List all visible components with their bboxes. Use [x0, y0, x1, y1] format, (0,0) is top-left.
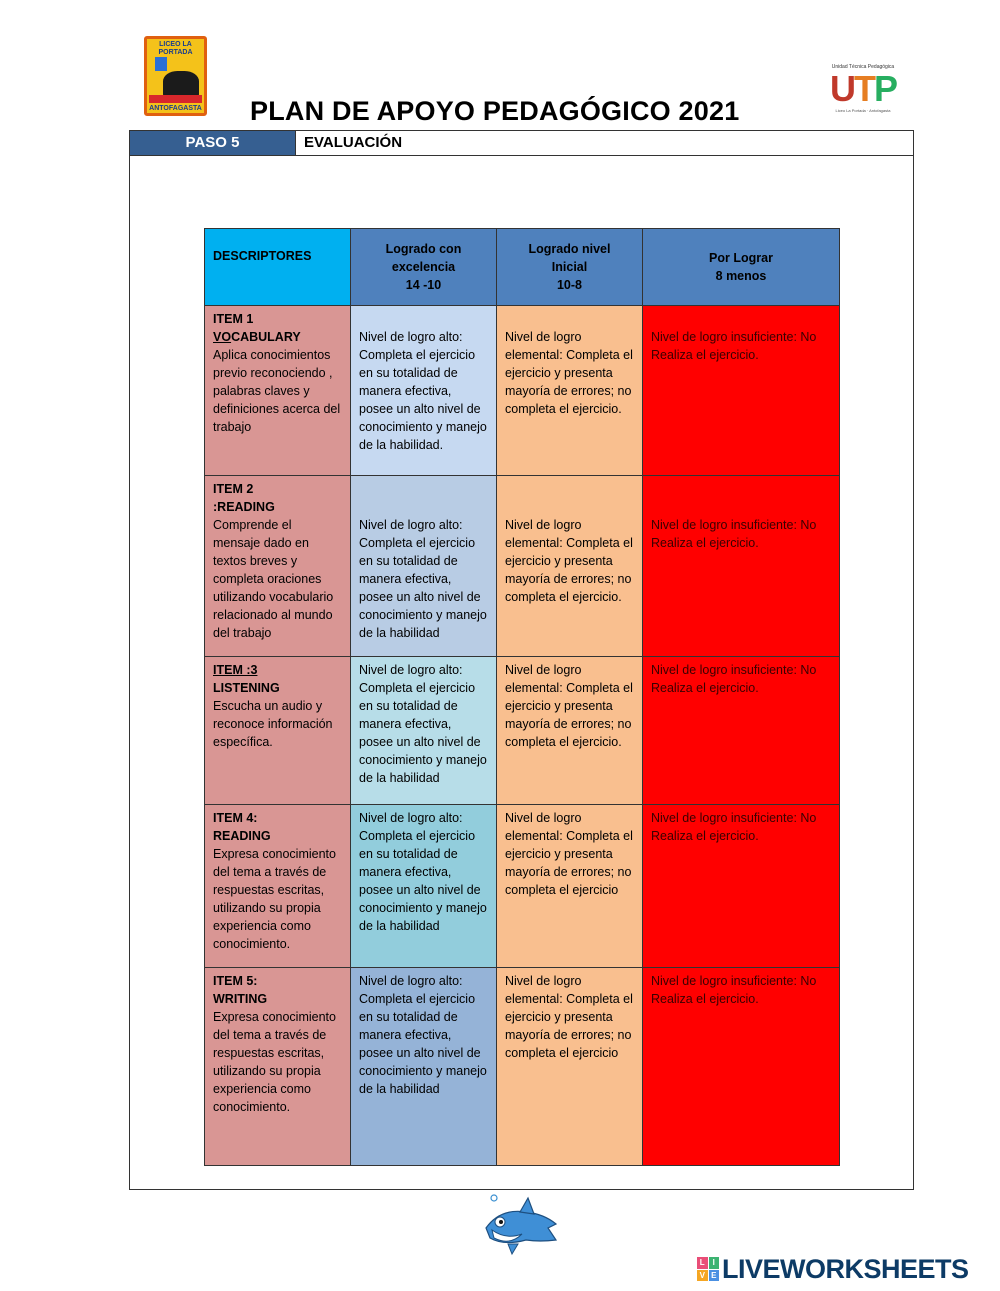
descriptor-cell: [205, 805, 351, 968]
inicial-cell: Nivel de logro elemental: Completa el ejercicio y presenta mayoría de errores; no completa el ejercicio.: [497, 657, 643, 805]
liveworksheets-logo-icon: L I V E: [697, 1257, 719, 1281]
school-logo-rock: [163, 71, 199, 97]
por-lograr-cell: Nivel de logro insuficiente: No Realiza el ejercicio.: [643, 968, 840, 1166]
rubric-row: [205, 476, 840, 657]
item-skill: WRITING: [213, 992, 268, 1006]
page-title: PLAN DE APOYO PEDAGÓGICO 2021: [250, 96, 740, 126]
item-description: Expresa conocimiento del tema a través de respuestas escritas, utilizando su propia experiencia como conocimiento.: [213, 847, 336, 951]
school-logo-bottom-text: ANTOFAGASTA: [149, 105, 202, 112]
item-description: Comprende el mensaje dado en textos breves y completa oraciones utilizando vocabulario relacionado al mundo del trabajo: [213, 518, 334, 640]
item-number: ITEM 4:: [213, 811, 258, 825]
por-lograr-cell: Nivel de logro insuficiente: No Realiza el ejercicio.: [643, 657, 840, 805]
step-name: EVALUACIÓN: [304, 134, 403, 151]
rubric-row: [205, 657, 840, 805]
item-number: ITEM 1: [213, 312, 254, 326]
excelencia-cell: Nivel de logro alto: Completa el ejercicio en su totalidad de manera efectiva, posee un alto nivel de conocimiento y manejo de la habilidad.: [351, 306, 497, 476]
school-logo-top-text: LICEO LA PORTADA: [158, 41, 193, 56]
descriptor-cell: [205, 968, 351, 1166]
por-lograr-cell: Nivel de logro insuficiente: No Realiza el ejercicio.: [643, 476, 840, 657]
inicial-cell: Nivel de logro elemental: Completa el ejercicio y presenta mayoría de errores; no completa el ejercicio.: [497, 476, 643, 657]
inicial-cell: Nivel de logro elemental: Completa el ejercicio y presenta mayoría de errores; no completa el ejercicio.: [497, 306, 643, 476]
step-header: [130, 131, 913, 156]
rubric-header-row: [205, 229, 840, 306]
header-logrado-excelencia: Logrado con excelencia 14 -10: [351, 229, 497, 306]
step-label: PASO 5: [130, 131, 296, 155]
item-number: ITEM :3: [213, 663, 258, 677]
por-lograr-cell: Nivel de logro insuficiente: No Realiza el ejercicio.: [643, 805, 840, 968]
utp-logo-text: UTP: [829, 68, 896, 109]
utp-logo: [820, 64, 906, 116]
utp-logo-subtitle: Liceo La Portada · Antofagasta: [835, 108, 891, 113]
inicial-cell: Nivel de logro elemental: Completa el ejercicio y presenta mayoría de errores; no completa el ejercicio: [497, 968, 643, 1166]
excelencia-cell: Nivel de logro alto: Completa el ejercicio en su totalidad de manera efectiva, posee un alto nivel de conocimiento y manejo de la habilidad: [351, 476, 497, 657]
school-logo: [144, 36, 207, 116]
utp-logo-caption: Unidad Técnica Pedagógica: [831, 64, 895, 70]
inicial-cell: Nivel de logro elemental: Completa el ejercicio y presenta mayoría de errores; no completa el ejercicio: [497, 805, 643, 968]
item-description: Aplica conocimientos previo reconociendo , palabras claves y definiciones acerca del trabajo: [213, 348, 341, 434]
rubric-row: [205, 306, 840, 476]
descriptor-cell: [205, 306, 351, 476]
item-skill: :READING: [213, 500, 275, 514]
header-logrado-inicial: Logrado nivel Inicial 10-8: [497, 229, 643, 306]
header-por-lograr: Por Lograr 8 menos: [643, 229, 840, 306]
por-lograr-cell: Nivel de logro insuficiente: No Realiza el ejercicio.: [643, 306, 840, 476]
shark-mascot-icon: [480, 1194, 562, 1256]
rubric-row: [205, 805, 840, 968]
excelencia-cell: Nivel de logro alto: Completa el ejercicio en su totalidad de manera efectiva, posee un alto nivel de conocimiento y manejo de la habilidad: [351, 968, 497, 1166]
item-description: Expresa conocimiento del tema a través de respuestas escritas, utilizando su propia experiencia como conocimiento.: [213, 1010, 336, 1114]
excelencia-cell: Nivel de logro alto: Completa el ejercicio en su totalidad de manera efectiva, posee un alto nivel de conocimiento y manejo de la habilidad: [351, 657, 497, 805]
descriptor-cell: [205, 657, 351, 805]
rubric-row: [205, 968, 840, 1166]
school-logo-band: [149, 95, 202, 103]
descriptor-cell: [205, 476, 351, 657]
item-description: Escucha un audio y reconoce información específica.: [213, 699, 333, 749]
item-number: ITEM 2: [213, 482, 254, 496]
excelencia-cell: Nivel de logro alto: Completa el ejercicio en su totalidad de manera efectiva, posee un alto nivel de conocimiento y manejo de la habilidad: [351, 805, 497, 968]
item-skill: LISTENING: [213, 681, 280, 695]
liveworksheets-brand: [697, 1254, 969, 1284]
item-number: ITEM 5:: [213, 974, 258, 988]
header-descriptores: DESCRIPTORES: [205, 229, 351, 306]
rubric-table: [204, 228, 840, 1166]
school-logo-flag: [155, 57, 167, 71]
liveworksheets-text: LIVEWORKSHEETS: [722, 1253, 969, 1284]
item-skill: VOCABULARY: [213, 330, 301, 344]
item-skill: READING: [213, 829, 271, 843]
